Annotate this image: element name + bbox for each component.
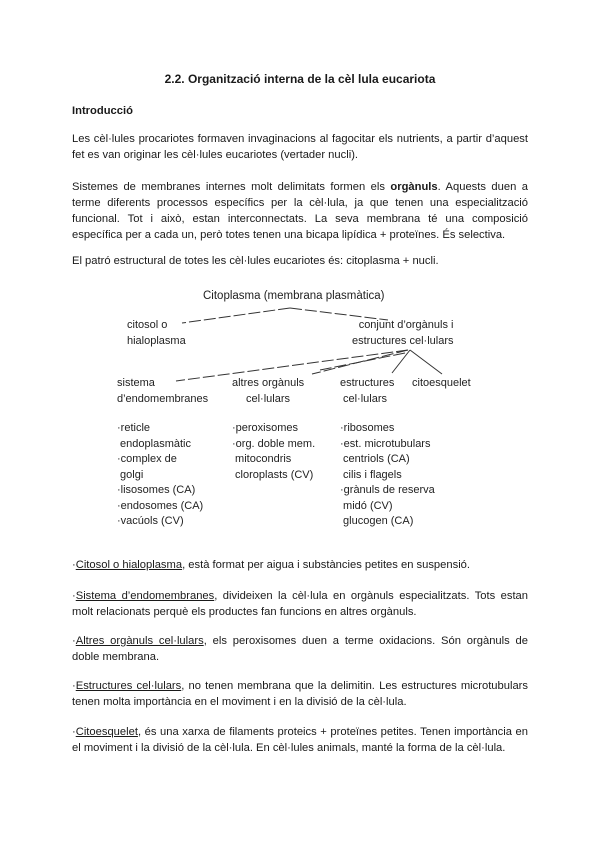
list-item: glucogen (CA)	[340, 515, 414, 527]
term: Sistema d’endomembranes	[75, 590, 215, 602]
diagram-root: Citoplasma (membrana plasmàtica)	[203, 290, 385, 302]
diagram-node-citosol	[127, 318, 186, 349]
text: , no tenen membrana que la delimitin. Les estructures microtubulars tenen molta importància en el moviment i en la divisió de la cèl·lula.	[72, 680, 528, 708]
page-title: 2.2. Organització interna de la cèl lula eucariota	[164, 72, 436, 86]
term-organuls: orgànuls	[390, 181, 438, 193]
section-citosol: ·Citosol o hialoplasma, està format per aigua i substàncies petites en suspensió.	[72, 559, 471, 571]
list-item: ·reticle	[117, 422, 151, 434]
label-line: cel·lulars	[343, 392, 388, 405]
section-heading-introduccio: Introducció	[72, 105, 133, 117]
label-line: estructures cel·lulars	[352, 334, 454, 347]
section-altres-organuls: ·Altres orgànuls cel·lulars, els peroxisomes duen a terme oxidacions. Són orgànuls de doble membrana.	[72, 635, 528, 663]
list-item: ·endosomes (CA)	[117, 499, 204, 512]
connector	[182, 308, 290, 323]
section-estructures: ·Estructures cel·lulars, no tenen membrana que la delimitin. Les estructures microtubulars tenen molta importància en el moviment i en la divisió de la cèl·lula.	[72, 680, 528, 708]
diagram-branch-estructures	[340, 376, 435, 530]
list-item: ·est. microtubulars	[340, 437, 431, 450]
text: Sistemes de membranes internes molt delimitats formen els	[72, 181, 391, 193]
diagram-node-conjunt	[352, 318, 453, 349]
label-line: altres orgànuls	[232, 377, 305, 389]
list-item: midó (CV)	[340, 499, 393, 512]
text: , divideixen la cèl·lula en orgànuls especialitzats. Tots estan molt relacionats perquè els productes fan funcions en altres orgànuls.	[72, 590, 529, 618]
section-endomembranes: ·Sistema d’endomembranes, divideixen la cèl·lula en orgànuls especialitzats. Tots estan molt relacionats perquè els productes fan funcions en altres orgànuls.	[72, 590, 529, 618]
term: Altres orgànuls cel·lulars	[75, 635, 204, 647]
diagram-branch-citoesquelet: citoesquelet	[412, 377, 471, 389]
connector	[410, 350, 442, 374]
list-item: cilis i flagels	[340, 468, 402, 481]
diagram-branch-altres-organuls	[232, 376, 315, 483]
list-item: cloroplasts (CV)	[232, 468, 314, 481]
list-item: endoplasmàtic	[117, 437, 191, 450]
label-line: sistema	[117, 377, 155, 389]
label-line: d’endomembranes	[117, 392, 209, 405]
text: , és una xarxa de filaments proteics + proteïnes petites. Tenen importància en el moviment i la divisió de la cèl·lula. En cèl·lules animals, manté la forma de la cèl·lula.	[72, 726, 528, 754]
text: , els peroxisomes duen a terme oxidacions. Són orgànuls de doble membrana.	[72, 635, 528, 663]
list-item: ·org. doble mem.	[232, 437, 316, 450]
list-item: mitocondris	[232, 453, 292, 465]
term: Citosol o hialoplasma	[75, 559, 183, 571]
label-line: conjunt d’orgànuls i	[358, 319, 454, 331]
label-line: cel·lulars	[246, 392, 291, 405]
paragraph-procariotes: Les cèl·lules procariotes formaven invaginacions al fagocitar els nutrients, a partir d’aquest fet es van originar les cèl·lules eucariotes (vertader nucli).	[72, 133, 528, 161]
text: , està format per aigua i substàncies petites en suspensió.	[182, 559, 471, 571]
list-item: ·ribosomes	[340, 422, 395, 434]
list-item: golgi	[117, 468, 144, 481]
list-item: ·complex de	[117, 453, 177, 465]
list-item: ·grànuls de reserva	[340, 484, 435, 496]
text: . Aquests duen a terme diferents processos específics per la cèl·lula, ja que tenen una especialització funcional. Tot i això, estan interconnectats. La seva membrana té una composició específica per a cada un, però totes tenen una bicapa lipídica + proteïnes. És selectiva.	[72, 181, 528, 241]
list-item: ·vacúols (CV)	[117, 515, 184, 527]
term: Estructures cel·lulars	[75, 680, 182, 692]
list-item: ·peroxisomes	[232, 422, 299, 434]
term: Citoesquelet	[75, 726, 138, 738]
diagram-branch-endomembranes	[117, 376, 208, 530]
label-line: estructures	[340, 377, 395, 389]
paragraph-patro: El patró estructural de totes les cèl·lules eucariotes és: citoplasma + nucli.	[72, 255, 439, 267]
section-citoesquelet: ·Citoesquelet, és una xarxa de filaments proteics + proteïnes petites. Tenen importància en el moviment i la divisió de la cèl·lula. En cèl·lules animals, manté la forma de la cèl·lula.	[72, 726, 528, 754]
list-item: centriols (CA)	[340, 453, 410, 465]
label-line: citosol o	[127, 319, 168, 331]
label-line: hialoplasma	[127, 334, 186, 347]
list-item: ·lisosomes (CA)	[117, 484, 196, 496]
